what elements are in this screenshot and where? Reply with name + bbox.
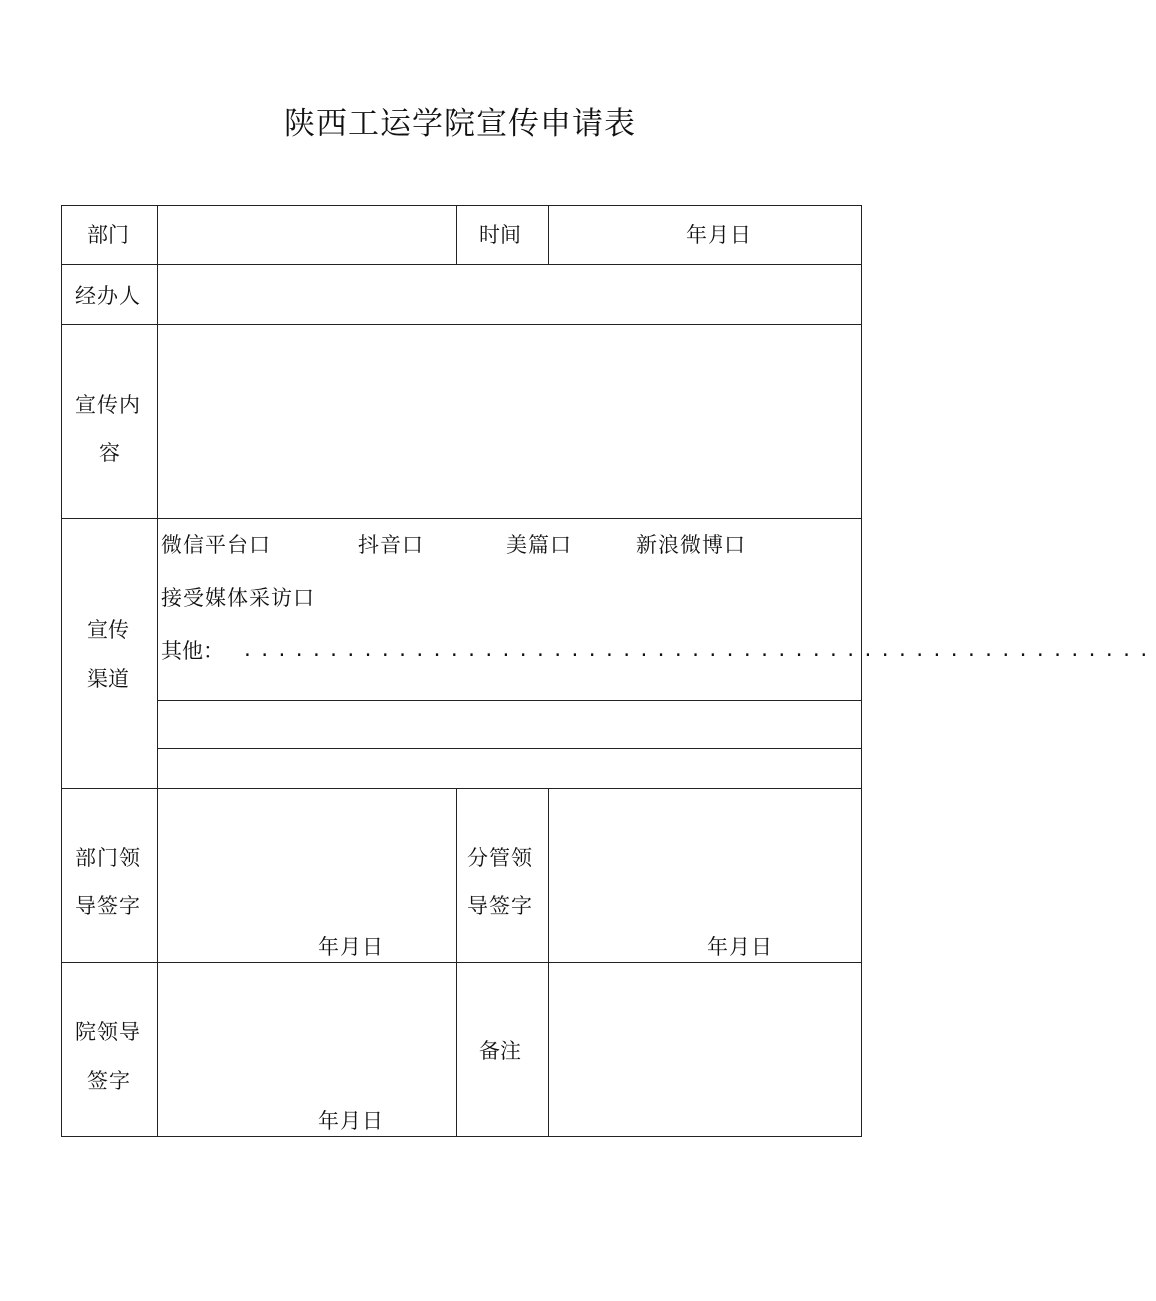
page-title: 陕西工运学院宣传申请表	[284, 106, 636, 142]
remarks-field[interactable]	[549, 963, 861, 1136]
branch-leader-date[interactable]: 年月日	[707, 935, 773, 959]
channel-meipian-checkbox[interactable]: 美篇口	[506, 533, 572, 557]
branch-leader-signature-field[interactable]	[549, 789, 861, 962]
content-label-line2: 容	[99, 441, 120, 465]
handler-label: 经办人	[75, 284, 141, 308]
handler-field[interactable]	[158, 265, 861, 324]
college-leader-date[interactable]: 年月日	[318, 1109, 384, 1133]
branch-leader-label-line1: 分管领	[467, 846, 533, 870]
row-divider	[61, 518, 862, 519]
column-divider	[548, 205, 549, 264]
dept-leader-label-line2: 导签字	[75, 894, 141, 918]
college-leader-signature-field[interactable]	[158, 963, 456, 1136]
department-field[interactable]	[158, 206, 456, 264]
channel-label-line2: 渠道	[87, 667, 129, 691]
college-leader-label-line2: 签字	[87, 1069, 131, 1093]
column-divider	[456, 788, 457, 1136]
channel-extra-line-2[interactable]	[158, 749, 861, 788]
remarks-label: 备注	[479, 1039, 521, 1063]
dept-leader-date[interactable]: 年月日	[318, 935, 384, 959]
branch-leader-label-line2: 导签字	[467, 894, 533, 918]
channel-douyin-checkbox[interactable]: 抖音口	[358, 533, 424, 557]
content-field[interactable]	[158, 325, 861, 518]
channel-other-label: 其他：	[161, 639, 224, 663]
table-border-right	[861, 205, 862, 1137]
college-leader-label-line1: 院领导	[75, 1020, 141, 1044]
dept-leader-signature-field[interactable]	[158, 789, 456, 962]
channel-other-field[interactable]: .....................................................	[242, 640, 1156, 661]
channel-weibo-checkbox[interactable]: 新浪微博口	[636, 533, 746, 557]
time-date[interactable]: 年月日	[686, 223, 752, 247]
dept-leader-label-line1: 部门领	[75, 846, 141, 870]
channel-media-interview-checkbox[interactable]: 接受媒体采访口	[161, 586, 315, 610]
department-label: 部门	[87, 223, 129, 247]
channel-wechat-checkbox[interactable]: 微信平台口	[161, 533, 271, 557]
table-border-left	[61, 205, 62, 1137]
channel-label-line1: 宣传	[87, 618, 129, 642]
content-label-line1: 宣传内	[75, 393, 141, 417]
time-label: 时间	[479, 223, 521, 247]
table-border-bottom	[61, 1136, 862, 1137]
column-divider	[456, 205, 457, 264]
channel-extra-line-1[interactable]	[158, 701, 861, 748]
